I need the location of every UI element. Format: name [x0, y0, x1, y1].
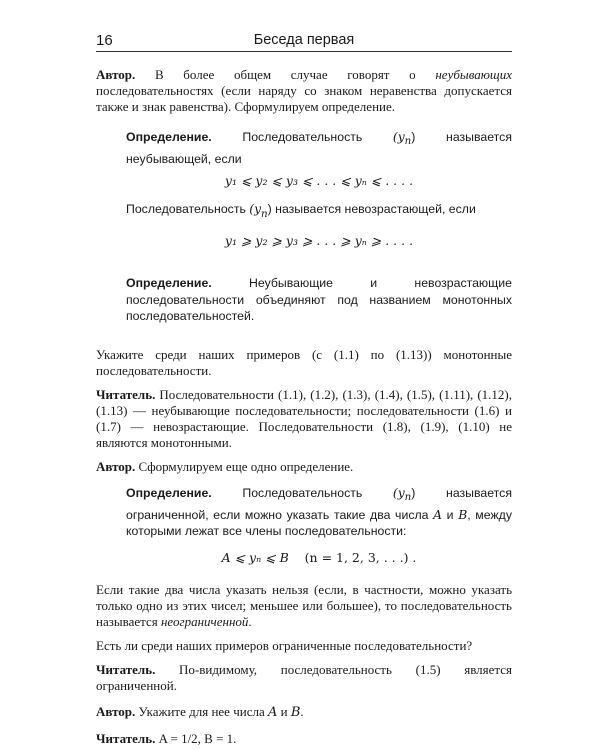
text: Последовательность	[211, 485, 393, 500]
text: называется невозрастающей, если	[271, 202, 476, 217]
definition-text	[126, 485, 512, 540]
text: По-видимому, последовательность (1.5) является ограниченной.	[96, 661, 512, 693]
math: B	[290, 704, 301, 720]
formula-inequality: A ⩽ yₙ ⩽ B	[221, 549, 289, 565]
math: B	[458, 507, 468, 522]
text: .	[248, 613, 252, 629]
text: Если такие два числа указать нельзя (если, в частности, можно указать только одно из этих чисел; меньшее или большее), то последовательность называется	[96, 581, 512, 629]
speaker-label: Читатель.	[96, 661, 156, 677]
math: (y	[392, 130, 405, 144]
definition-label: Определение.	[126, 276, 212, 291]
emphasis: неубывающих	[435, 67, 512, 82]
text: В более общем случае говорят о	[135, 67, 436, 82]
definition-label: Определение.	[126, 130, 212, 144]
definition-text	[126, 275, 512, 325]
emphasis: неограниченной	[160, 613, 249, 629]
text: последовательностях (если наряду со знаком неравенства допускается также и знак равенства). Сформулируем определение.	[96, 83, 512, 114]
text: Последовательности (1.1), (1.2), (1.3), (1.4), (1.5), (1.11), (1.12), (1.13) — неубывающие последовательности; последовательности (1.6) и (1.7) — невозрастающие. Последовательности (1.8), (1.9), (1.10) не являются монотонными.	[96, 386, 512, 450]
math: (y	[249, 202, 262, 217]
reader-paragraph-1	[96, 387, 512, 451]
text: )	[411, 485, 416, 500]
formula-nondecreasing: y₁ ⩽ y₂ ⩽ y₃ ⩽ . . . ⩽ yₙ ⩽ . . . .	[224, 173, 414, 189]
text: )	[267, 202, 272, 217]
question-paragraph-2: Есть ли среди наших примеров ограниченные последовательности?	[96, 637, 473, 653]
running-title: Беседа первая	[253, 32, 355, 48]
text: Последовательность	[126, 202, 250, 217]
unbounded-paragraph	[96, 582, 512, 630]
text: Сформулируем еще одно определение.	[135, 458, 354, 474]
text: , между которыми лежат все члены последовательности:	[126, 507, 512, 539]
text: называется неубывающей, если	[126, 130, 512, 166]
author-paragraph-2	[96, 459, 512, 475]
definition-text	[126, 129, 512, 167]
book-page	[96, 30, 512, 747]
formula-nonincreasing: y₁ ⩾ y₂ ⩾ y₃ ⩾ . . . ⩾ yₙ ⩾ . . . .	[224, 233, 414, 249]
definition-nondecreasing	[126, 129, 512, 249]
text: .	[300, 703, 304, 719]
math-sub: n	[404, 491, 412, 504]
question-paragraph: Укажите среди наших примеров (с (1.1) по (1.13)) монотонные последовательности.	[96, 346, 512, 378]
reader-paragraph-2	[96, 662, 512, 694]
page-header	[96, 30, 512, 52]
definition-nonincreasing-text	[126, 201, 512, 223]
speaker-label: Читатель.	[96, 386, 156, 402]
speaker-label: Читатель.	[96, 730, 156, 746]
text: Укажите для нее числа	[135, 703, 268, 719]
text: и	[277, 703, 291, 719]
math: (y	[392, 485, 405, 500]
reader-paragraph-3	[96, 731, 512, 747]
speaker-label: Автор.	[96, 67, 136, 82]
author-paragraph-3	[96, 704, 512, 721]
math: A	[433, 507, 443, 522]
text: и	[442, 507, 459, 522]
page-number: 16	[96, 32, 113, 49]
header-rule	[96, 51, 512, 52]
math: A	[267, 704, 278, 720]
text: )	[411, 130, 416, 144]
formula-range: (n = 1, 2, 3, . . .) .	[304, 549, 417, 565]
author-paragraph-1	[96, 67, 512, 115]
text: Неубывающие и невозрастающие последовательности объединяют под названием монотонных последовательностей.	[126, 276, 512, 324]
speaker-label: Автор.	[96, 458, 136, 474]
math-sub: n	[404, 135, 412, 148]
speaker-label: Автор.	[96, 703, 136, 719]
text: называется ограниченной, если можно указать такие два числа	[126, 485, 512, 522]
text: A = 1/2, B = 1.	[155, 730, 237, 746]
definition-monotonic	[126, 275, 512, 325]
definition-label: Определение.	[126, 485, 212, 500]
definition-bounded	[126, 485, 512, 566]
text: Последовательность	[211, 130, 393, 144]
formula-bounded	[126, 550, 512, 566]
math-sub: n	[261, 207, 268, 220]
